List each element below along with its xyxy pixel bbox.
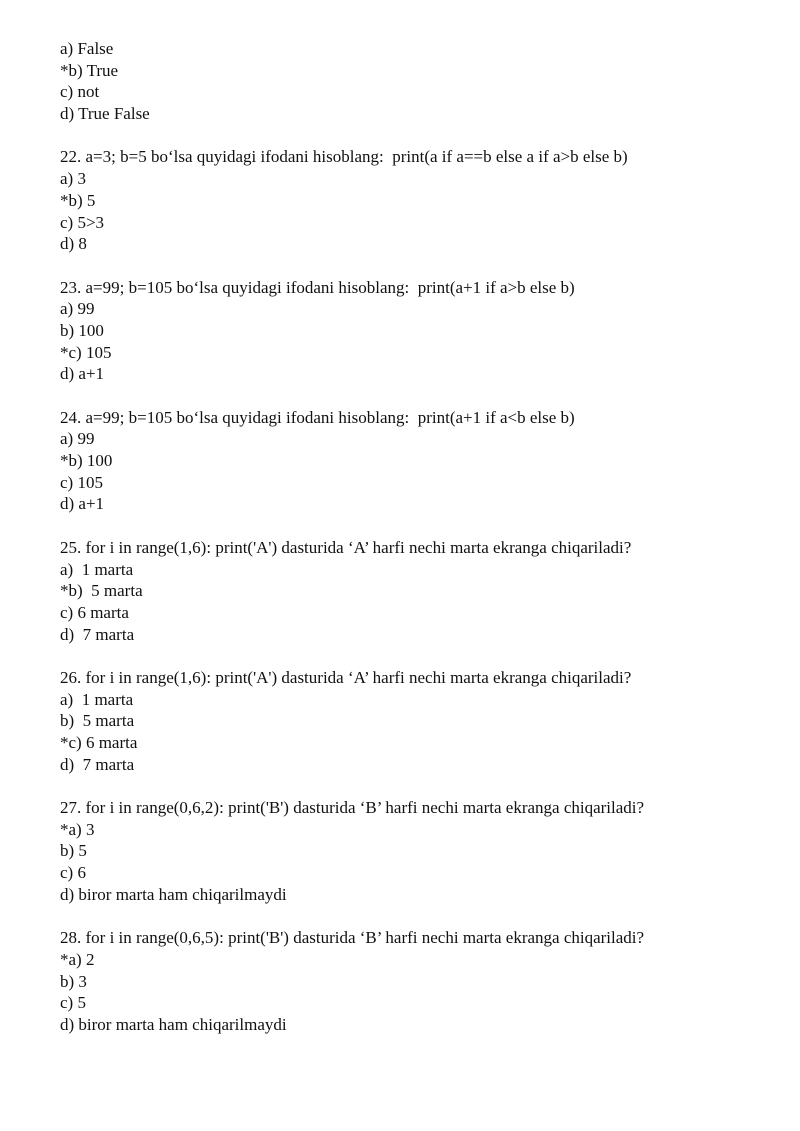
question-25 xyxy=(60,537,760,645)
question-text: 27. for i in range(0,6,2): print('B') dasturida ‘B’ harfi nechi marta ekranga chiqariladi? xyxy=(60,798,645,818)
question-text: 22. a=3; b=5 bo‘lsa quyidagi ifodani hisoblang: print(a if a==b else a if a>b else b) xyxy=(60,147,628,167)
option-a: a) 99 xyxy=(60,429,95,449)
option-a: a) 1 marta xyxy=(60,689,134,709)
option-b: b) 5 xyxy=(60,841,87,861)
previous-question-options xyxy=(60,38,760,125)
option-c: *c) 6 marta xyxy=(60,733,138,752)
option-b: b) 3 xyxy=(60,971,87,991)
option-d: d) a+1 xyxy=(60,364,105,384)
option-b: *b) 5 marta xyxy=(60,581,143,601)
question-23 xyxy=(60,277,760,385)
question-text: 28. for i in range(0,6,5): print('B') dasturida ‘B’ harfi nechi marta ekranga chiqariladi? xyxy=(60,928,645,948)
spacer xyxy=(60,255,760,277)
option-c: c) not xyxy=(60,82,100,102)
question-text: 25. for i in range(1,6): print('A') dasturida ‘A’ harfi nechi marta ekranga chiqariladi? xyxy=(60,537,632,557)
spacer xyxy=(60,775,760,797)
option-a: *a) 3 xyxy=(60,819,95,839)
option-d: d) True False xyxy=(60,104,150,124)
option-a: a) False xyxy=(60,39,114,58)
option-c: c) 6 marta xyxy=(60,602,129,622)
question-24 xyxy=(60,407,760,515)
option-d: d) biror marta ham chiqarilmaydi xyxy=(60,884,287,904)
question-27 xyxy=(60,797,760,905)
question-text: 24. a=99; b=105 bo‘lsa quyidagi ifodani hisoblang: print(a+1 if a<b else b) xyxy=(60,407,575,427)
spacer xyxy=(60,515,760,537)
option-b: b) 5 marta xyxy=(60,711,135,731)
option-a: a) 3 xyxy=(60,169,86,189)
option-c: c) 6 xyxy=(60,863,86,883)
option-d: d) 7 marta xyxy=(60,754,135,774)
question-text: 23. a=99; b=105 bo‘lsa quyidagi ifodani hisoblang: print(a+1 if a>b else b) xyxy=(60,277,575,297)
option-b: b) 100 xyxy=(60,320,104,340)
spacer xyxy=(60,645,760,667)
question-26 xyxy=(60,667,760,775)
document-page xyxy=(60,38,760,1036)
spacer xyxy=(60,906,760,928)
option-c: c) 5>3 xyxy=(60,212,105,232)
option-a: a) 1 marta xyxy=(60,559,134,579)
question-28 xyxy=(60,927,760,1035)
option-b: *b) 100 xyxy=(60,451,113,471)
option-b: *b) 5 xyxy=(60,190,96,210)
spacer xyxy=(60,125,760,147)
option-b: *b) True xyxy=(60,60,119,80)
option-c: *c) 105 xyxy=(60,342,112,362)
option-d: d) 8 xyxy=(60,234,87,254)
option-a: *a) 2 xyxy=(60,949,95,969)
option-c: c) 5 xyxy=(60,993,86,1013)
question-text: 26. for i in range(1,6): print('A') dasturida ‘A’ harfi nechi marta ekranga chiqariladi? xyxy=(60,667,632,687)
option-d: d) a+1 xyxy=(60,494,105,514)
spacer xyxy=(60,385,760,407)
option-d: d) biror marta ham chiqarilmaydi xyxy=(60,1014,287,1034)
question-22 xyxy=(60,146,760,254)
option-d: d) 7 marta xyxy=(60,624,135,644)
option-a: a) 99 xyxy=(60,299,95,319)
option-c: c) 105 xyxy=(60,472,103,492)
